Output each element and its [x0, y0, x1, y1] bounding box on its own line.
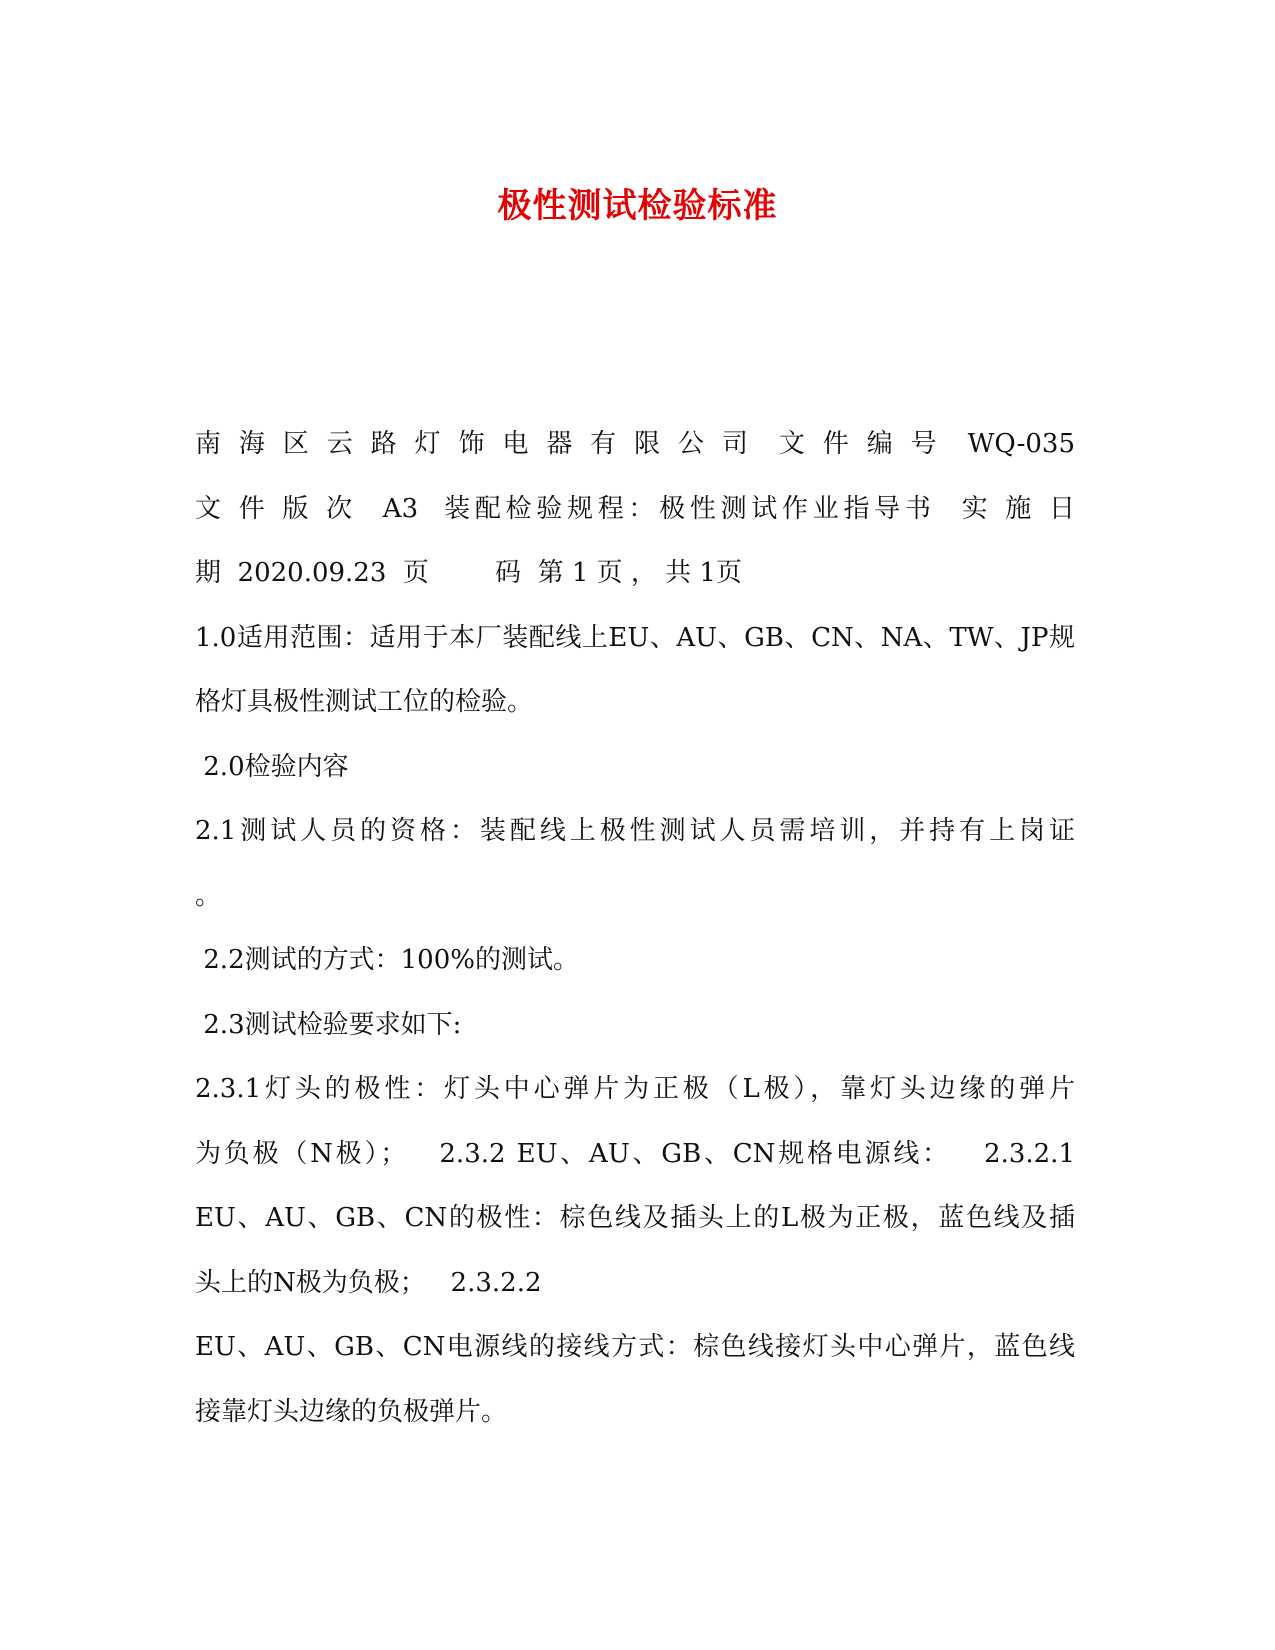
section-requirements: 2.3测试检验要求如下: [195, 1009, 462, 1040]
document-body [195, 412, 1075, 1444]
polarity-line-3: EU、AU、GB、CN的极性：棕色线及插头上的L极为正极，蓝色线及插 [195, 1203, 1075, 1233]
section-scope-line-2: 格灯具极性测试工位的检验。 [195, 687, 534, 717]
wiring-line-2: 接靠灯头边缘的负极弹片。 [195, 1396, 508, 1427]
section-method: 2.2测试的方式：100%的测试。 [195, 945, 579, 975]
header-line-company: 南 海 区 云 路 灯 饰 电 器 有 限 公 司 文 件 编 号 WQ-035 [195, 429, 1075, 459]
polarity-line-4: 头上的N极为负极； 2.3.2.2 [195, 1267, 542, 1298]
header-line-date: 期 2020.09.23 页 码 第 1 页 ， 共 1页 [195, 558, 742, 588]
section-heading-inspection: 2.0检验内容 [195, 751, 349, 782]
polarity-line-2: 为负极（N极）； 2.3.2 EU、AU、GB、CN规格电源线： 2.3.2.1 [195, 1138, 1075, 1169]
polarity-line-1: 2.3.1灯头的极性：灯头中心弹片为正极（L极），靠灯头边缘的弹片 [195, 1074, 1075, 1104]
document-title: 极性测试检验标准 [497, 186, 778, 226]
section-qualification-line-1: 2.1测试人员的资格：装配线上极性测试人员需培训，并持有上岗证 [195, 816, 1075, 846]
section-qualification-line-2: 。 [195, 880, 222, 911]
section-scope-line-1: 1.0适用范围：适用于本厂装配线上EU、AU、GB、CN、NA、TW、JP规 [195, 622, 1075, 653]
wiring-line-1: EU、AU、GB、CN电源线的接线方式：棕色线接灯头中心弹片，蓝色线 [195, 1332, 1075, 1362]
header-line-version: 文 件 版 次 A3 装配检验规程：极性测试作业指导书 实 施 日 [195, 493, 1075, 524]
